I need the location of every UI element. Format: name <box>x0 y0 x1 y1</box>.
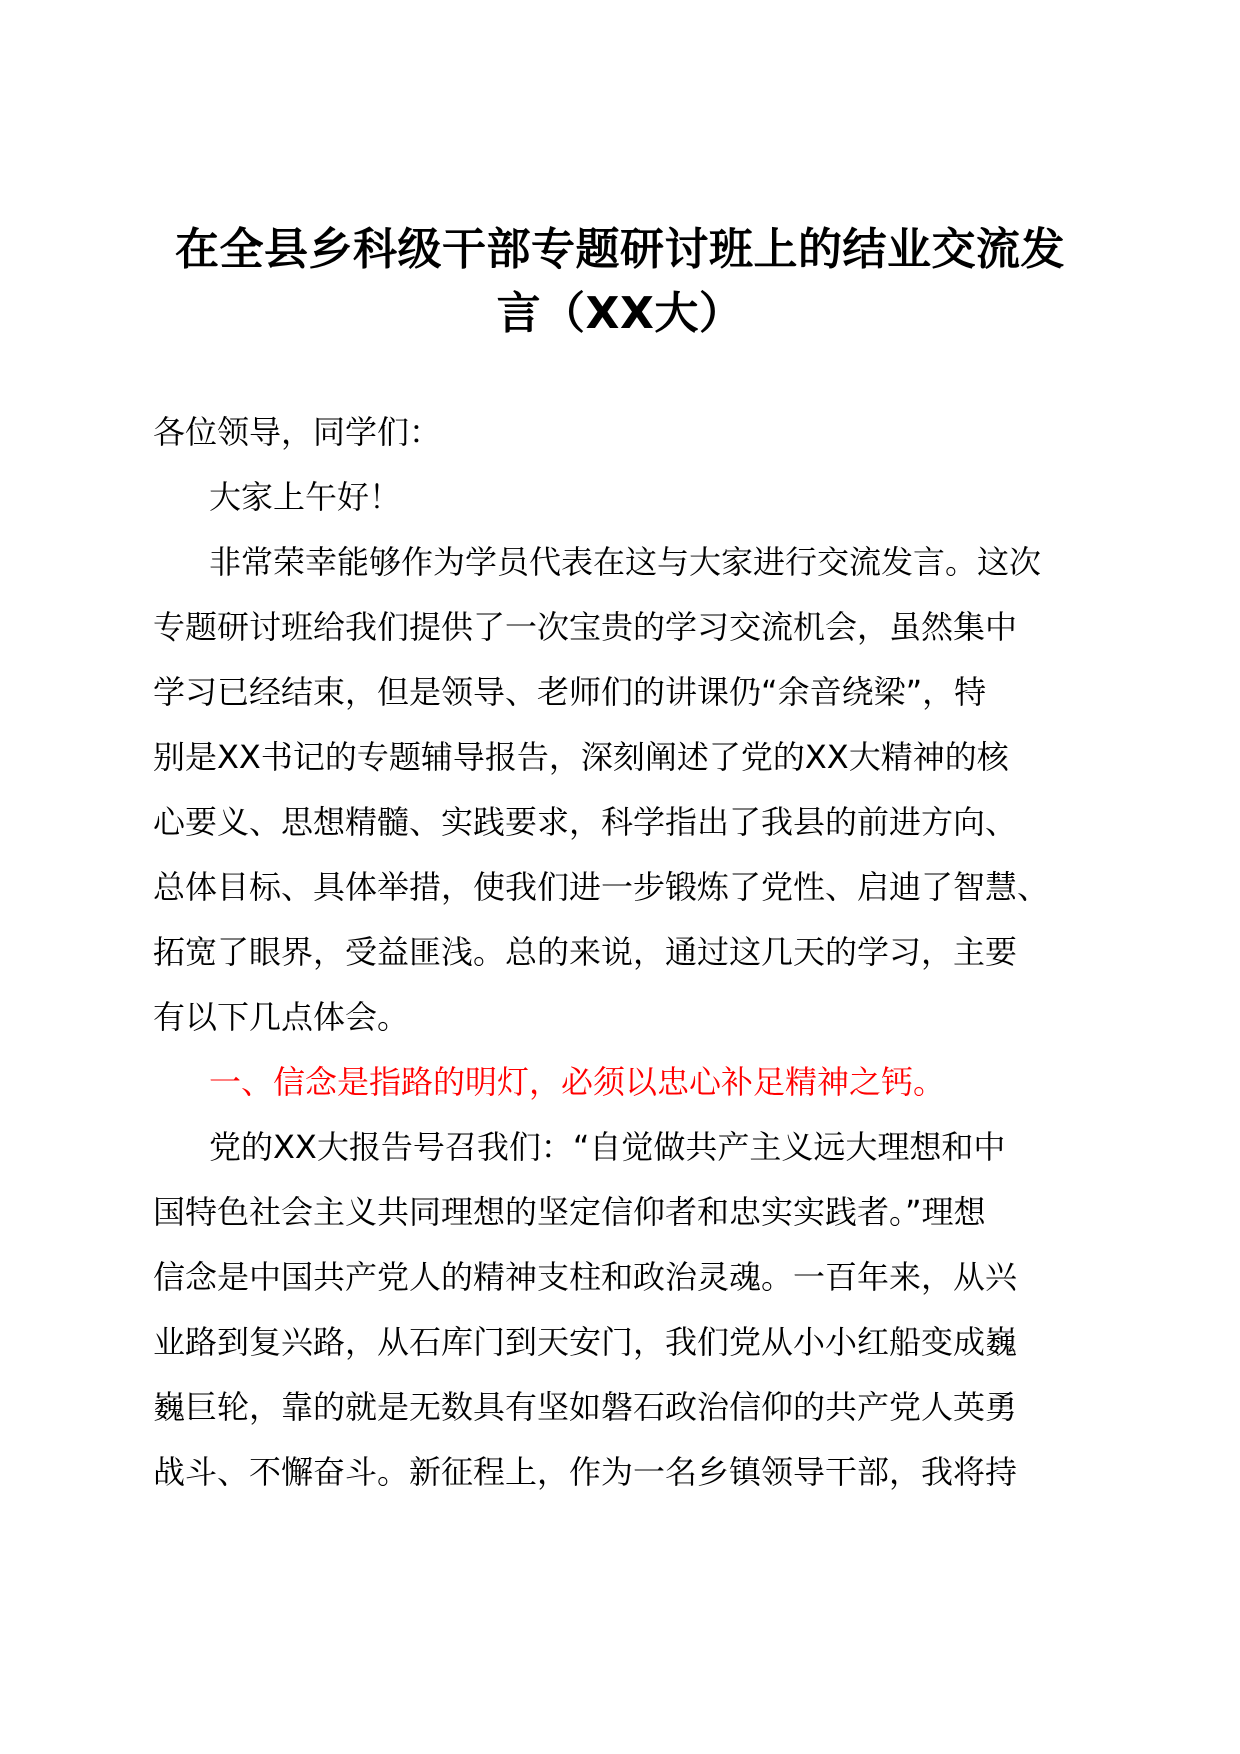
intro-line: 非常荣幸能够作为学员代表在这与大家进行交流发言。这次 <box>209 543 1042 581</box>
intro-line: 别是XX书记的专题辅导报告，深刻阐述了党的XX大精神的核 <box>153 738 1009 776</box>
section-1-line: 业路到复兴路，从石库门到天安门，我们党从小小红船变成巍 <box>153 1323 1018 1361</box>
section-1-line: 党的XX大报告号召我们：“自觉做共产主义远大理想和中 <box>209 1128 1006 1166</box>
section-1-line: 信念是中国共产党人的精神支柱和政治灵魂。一百年来，从兴 <box>153 1258 1018 1296</box>
intro-line: 总体目标、具体举措，使我们进一步锻炼了党性、启迪了智慧、 <box>153 868 1050 906</box>
salutation: 各位领导，同学们： <box>153 413 442 451</box>
section-1-line: 战斗、不懈奋斗。新征程上，作为一名乡镇领导干部，我将持 <box>153 1453 1018 1491</box>
section-1-heading: 一、信念是指路的明灯，必须以忠心补足精神之钙。 <box>209 1063 946 1101</box>
greeting: 大家上午好！ <box>209 478 402 516</box>
document-title <box>150 218 1090 346</box>
title-line-2: 言（XX大） <box>496 288 744 339</box>
intro-line: 学习已经结束，但是领导、老师们的讲课仍“余音绕梁”，特 <box>153 673 987 711</box>
intro-line: 心要义、思想精髓、实践要求，科学指出了我县的前进方向、 <box>153 803 1018 841</box>
section-1-line: 国特色社会主义共同理想的坚定信仰者和忠实实践者。”理想 <box>153 1193 986 1231</box>
intro-line: 专题研讨班给我们提供了一次宝贵的学习交流机会，虽然集中 <box>153 608 1018 646</box>
document-body <box>153 400 1093 1505</box>
intro-line: 有以下几点体会。 <box>153 998 410 1036</box>
intro-line: 拓宽了眼界，受益匪浅。总的来说，通过这几天的学习，主要 <box>153 933 1018 971</box>
title-line-1: 在全县乡科级干部专题研讨班上的结业交流发 <box>175 224 1065 275</box>
section-1-line: 巍巨轮，靠的就是无数具有坚如磐石政治信仰的共产党人英勇 <box>153 1388 1018 1426</box>
